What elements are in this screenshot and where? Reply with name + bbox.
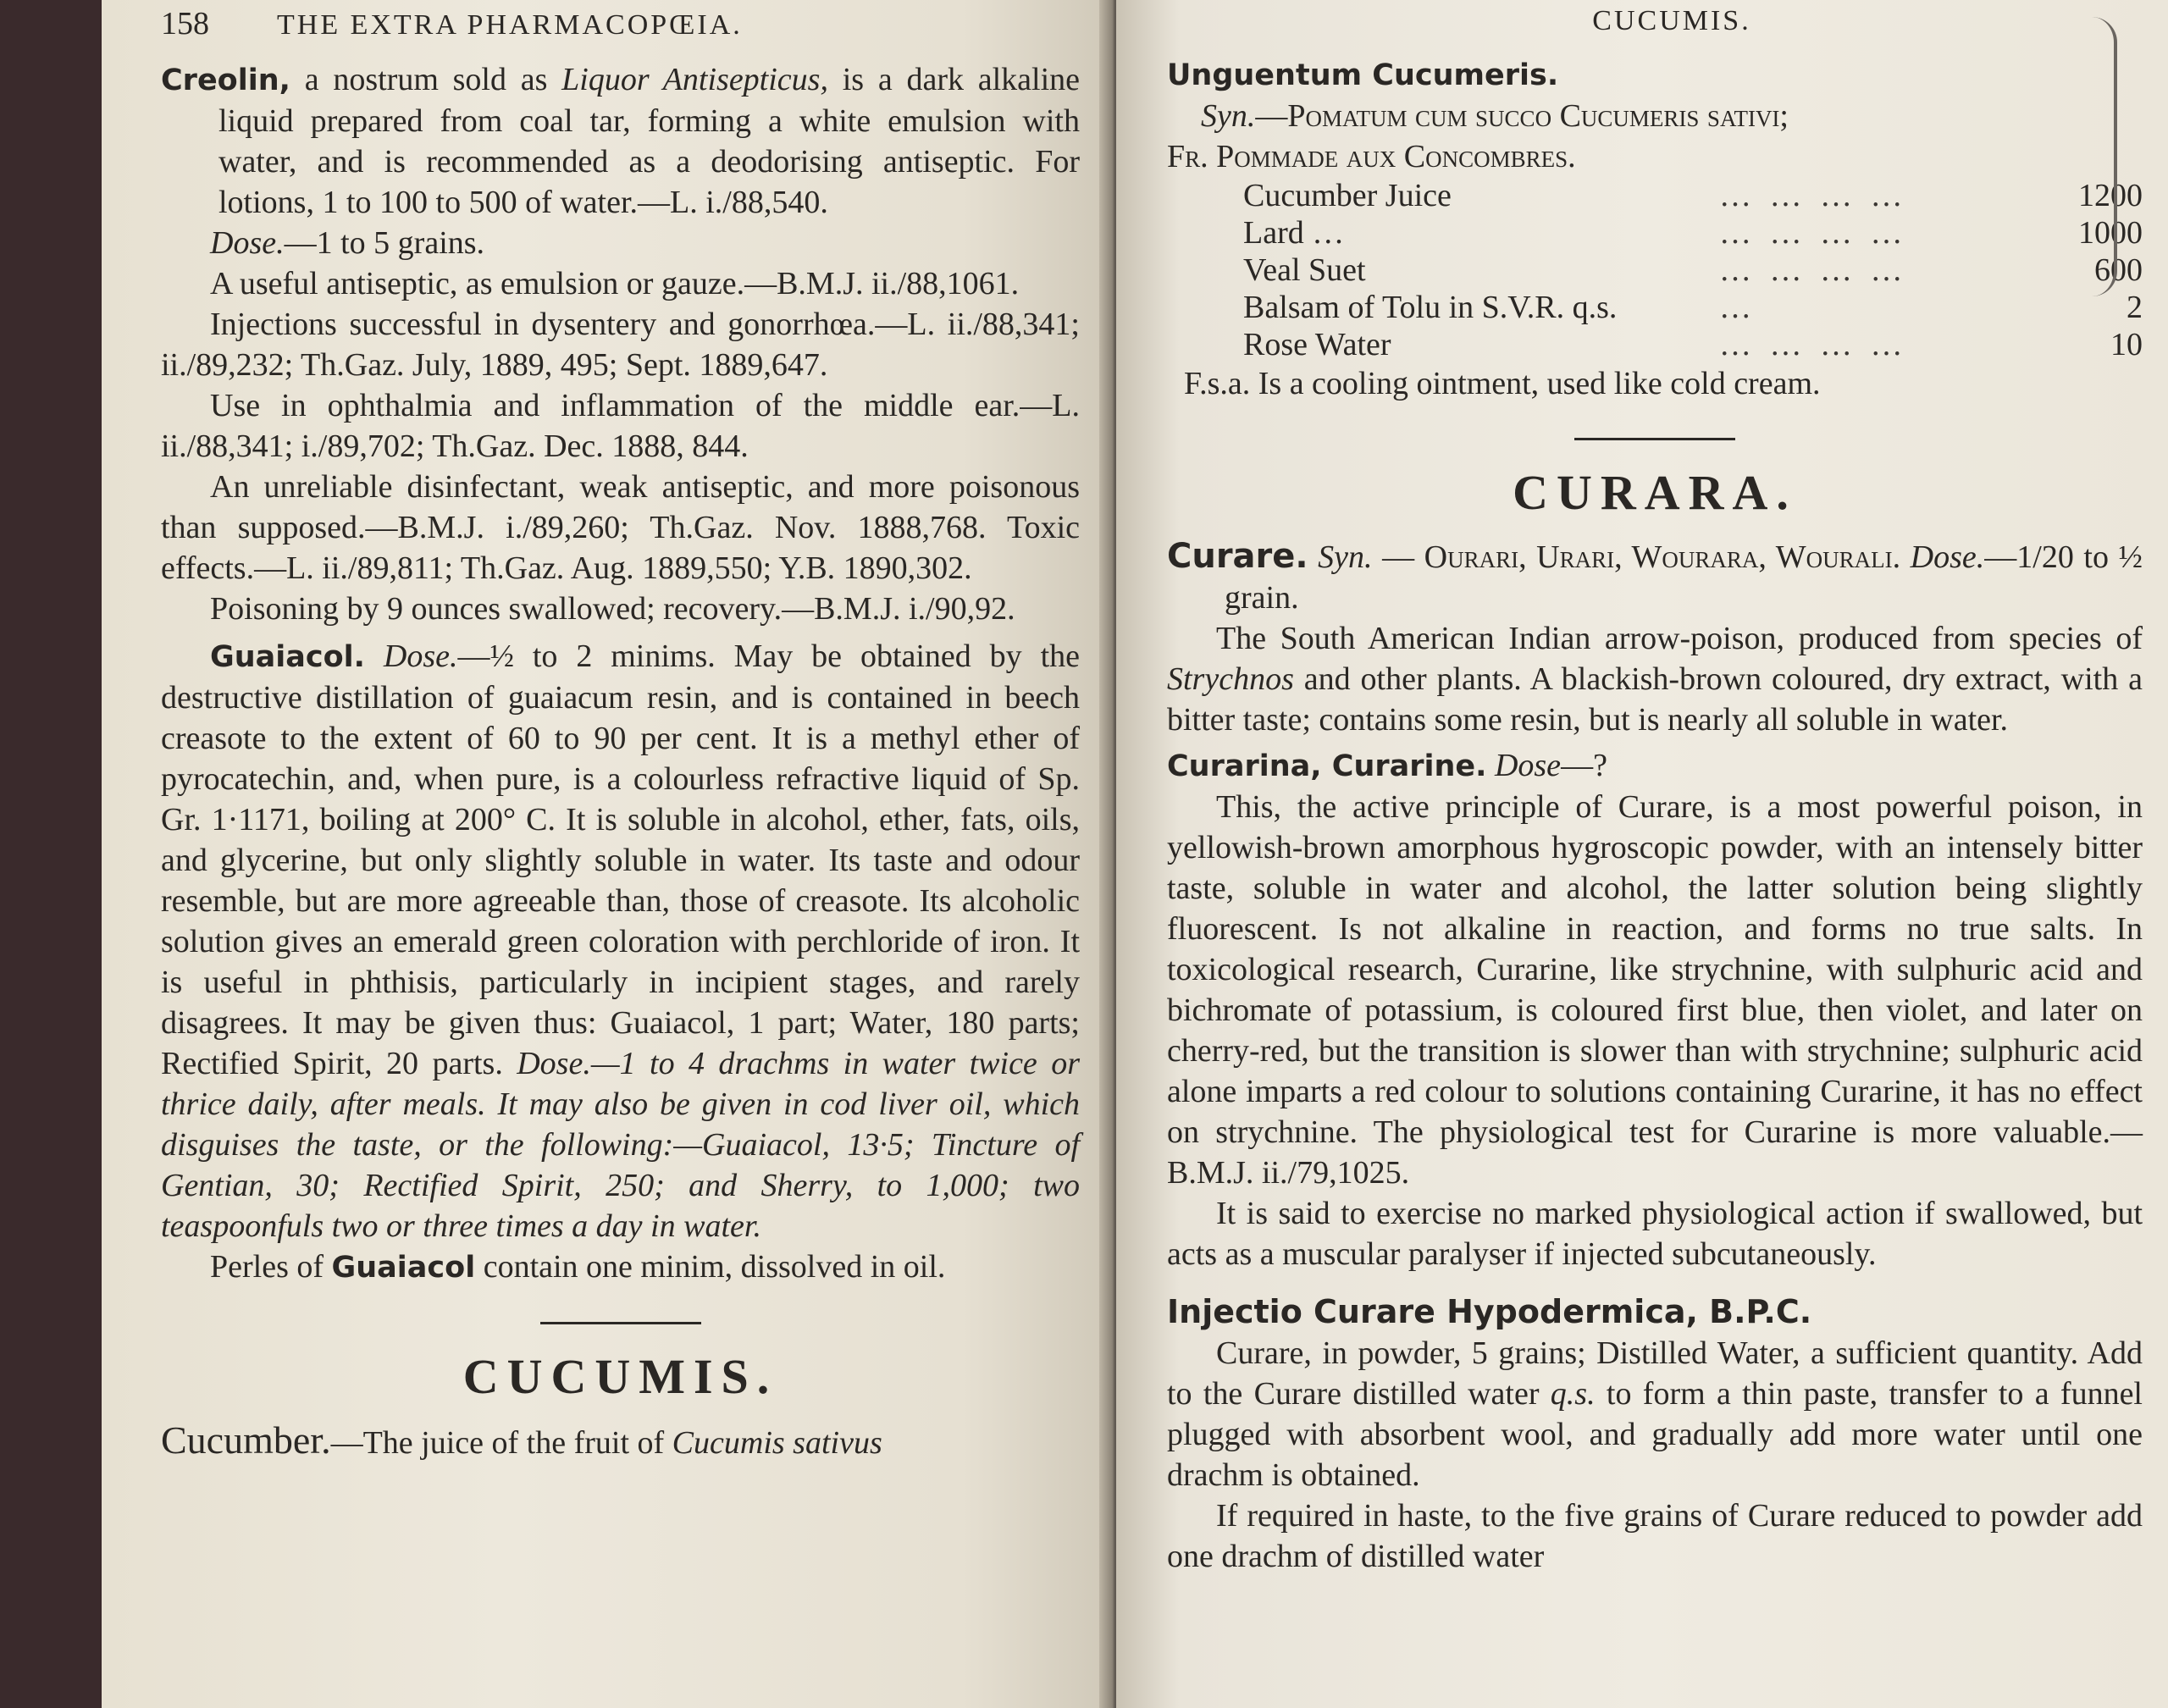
ingredient-amount: 600 bbox=[2094, 252, 2143, 288]
unguentum-french: Fr. Pommade aux Concombres. bbox=[1167, 139, 1576, 174]
ingredient-list bbox=[1167, 177, 2143, 363]
curarina-entry bbox=[1167, 745, 2143, 787]
curarina-paragraph: It is said to exercise no marked physiological action if swallowed, but acts as a muscular paralyser if injected subcutaneously. bbox=[1167, 1196, 2143, 1272]
guaiacol-text: to 2 minims. May be obtained by the destructive distillation of guaiacum resin, and is contained in beech creasote to the extent of 60 to 90 per cent. It is a methyl ether of pyrocatechin, and, when pure, is a colourless refractive liquid of Sp. Gr. 1·1171, boiling at 200° C. It is soluble in alcohol, ether, fats, oils, and glycerine, but only slightly soluble in water. Its taste and odour resemble, but are more agreeable than, those of creasote. Its alcoholic solution gives an emerald green coloration with perchloride of iron. It is useful in phthisis, particularly in incipient stages, and rarely disagrees. It may be given thus: Guaiacol, 1 part; Water, 180 parts; Rectified Spirit, 20 parts. bbox=[161, 638, 1081, 1081]
injectio-paragraph bbox=[1167, 1333, 2143, 1495]
creolin-note: A useful antiseptic, as emulsion or gauze.—B.M.J. ii./88,1061. bbox=[210, 266, 1020, 301]
creolin-dose bbox=[161, 223, 1080, 263]
dose-value: —1 to 5 grains. bbox=[284, 225, 485, 261]
creolin-note: Poisoning by 9 ounces swallowed; recovery.—B.M.J. i./90,92. bbox=[210, 591, 1015, 627]
ingredient-amount: 1200 bbox=[2078, 178, 2143, 213]
creolin-term: Creolin, bbox=[161, 64, 290, 97]
curare-term: Curare. bbox=[1167, 537, 1308, 576]
ingredient-amount: 1000 bbox=[2078, 215, 2143, 251]
cucumber-term: Cucumber. bbox=[161, 1418, 331, 1462]
unguentum-title bbox=[1167, 54, 2143, 96]
ingredient-name: Balsam of Tolu in S.V.R. q.s. bbox=[1243, 290, 1618, 325]
last-paragraph: If required in haste, to the five grains of Curare reduced to powder add one drachm of distilled water bbox=[1167, 1498, 2143, 1574]
dose-value: —1/20 to ½ grain. bbox=[1225, 539, 2143, 616]
curare-entry bbox=[1167, 536, 2143, 618]
pencil-bracket bbox=[2080, 17, 2117, 296]
perles-entry bbox=[161, 1246, 1080, 1288]
cucumis-sativus: Cucumis sativus bbox=[672, 1425, 882, 1461]
page-number: 158 bbox=[161, 6, 209, 41]
syn-label: Syn. bbox=[1201, 98, 1256, 134]
curare-description bbox=[1167, 618, 2143, 740]
creolin-note: An unreliable disinfectant, weak antiseptic, and more poisonous than supposed.—B.M.J. i./89,260; Th.Gaz. Nov. 1888,768. Toxic effects.—L. ii./89,811; Th.Gaz. Aug. 1889,550; Y.B. 1890,302. bbox=[161, 469, 1080, 586]
dose-label: Dose. bbox=[1910, 539, 1985, 575]
liquor-antisepticus: Liquor Antisepticus, bbox=[561, 62, 828, 97]
section-rule bbox=[540, 1322, 701, 1324]
leader-dots: … … … … bbox=[1719, 215, 1908, 251]
curarina-paragraph: This, the active principle of Curare, is a most powerful poison, in yellowish-brown amorphous hygroscopic powder, with an intensely bitter taste, soluble in water and alcohol, the latter solution being slightly fluorescent. Is not alkaline in reaction, and forms no true salts. In toxicological research, Curarine, like strychnine, with sulphuric acid and bichromate of potassium, is coloured first blue, then violet, and later on cherry-red, but the transition is slower than with strychnine; sulphuric acid alone imparts a red colour to solutions containing Curarine, it has no effect on strychnine. The physiological test for Curarine is more valuable.—B.M.J. ii./79,1025. bbox=[1167, 789, 2143, 1191]
dose-label: Dose bbox=[1494, 748, 1562, 783]
strychnos: Strychnos bbox=[1167, 661, 1294, 697]
dose-label: Dose. bbox=[517, 1046, 591, 1081]
unguentum-synonym bbox=[1167, 96, 2143, 136]
creolin-text-2: is a dark alkaline liquid prepared from coal tar, forming a white emulsion with water, and is recommended as a deodorising antiseptic. For lotions, 1 to 100 to 500 of water.—L. i./88,540. bbox=[218, 62, 1080, 220]
guaiacol-text-2: —1 to 4 drachms in water twice or thrice daily, after meals. It may also be given in cod liver oil, which disguises the taste, or the following:—Guaiacol, 13·5; Tincture of Gentian, 30; Rectified Spirit, 250; and Sherry, to 1,000; two teaspoonfuls two or three times a day in water. bbox=[161, 1046, 1080, 1244]
injectio-title bbox=[1167, 1291, 2143, 1333]
curare-desc-text: The South American Indian arrow-poison, produced from species of bbox=[1216, 621, 2143, 656]
ingredient-name: Rose Water bbox=[1243, 327, 1391, 362]
ingredient-name: Cucumber Juice bbox=[1243, 178, 1452, 213]
guaiacol-entry bbox=[161, 636, 1080, 1246]
creolin-note: Use in ophthalmia and inflammation of the middle ear.—L. ii./88,341; i./89,702; Th.Gaz. Dec. 1888, 844. bbox=[161, 388, 1080, 464]
ingredient-amount: 2 bbox=[2127, 290, 2143, 325]
leader-dots: … … … … bbox=[1719, 327, 1908, 362]
ingredient-name: Veal Suet bbox=[1243, 252, 1366, 288]
creolin-note: Injections successful in dysentery and gonorrhœa.—L. ii./88,341; ii./89,232; Th.Gaz. July, 1889, 495; Sept. 1889,647. bbox=[161, 307, 1080, 383]
perles-text-2: contain one minim, dissolved in oil. bbox=[475, 1249, 946, 1285]
right-running-head bbox=[1167, 5, 2143, 37]
unguentum-fsa: F.s.a. Is a cooling ointment, used like cold cream. bbox=[1184, 366, 1821, 401]
ingredient-row bbox=[1167, 252, 2143, 289]
ingredient-row bbox=[1167, 214, 2143, 252]
leader-dots: … bbox=[1719, 290, 1756, 325]
dose-value: —½ bbox=[457, 638, 514, 674]
dose-label: Dose. bbox=[210, 225, 285, 261]
ingredient-row bbox=[1167, 177, 2143, 214]
left-running-head bbox=[161, 5, 1080, 42]
unguentum-term: Unguentum Cucumeris. bbox=[1167, 58, 1559, 92]
ingredient-row bbox=[1167, 326, 2143, 363]
injectio-text: Curare, in powder, 5 grains; Distilled Water, a sufficient quantity. Add to the Curare distilled water bbox=[1167, 1335, 2143, 1412]
running-head-title: THE EXTRA PHARMACOPŒIA. bbox=[277, 9, 743, 41]
syn-text: —Pomatum cum succo Cucumeris sativi; bbox=[1255, 98, 1789, 134]
curare-desc-text-2: and other plants. A blackish-brown coloured, dry extract, with a bitter taste; contains some resin, but is nearly all soluble in water. bbox=[1167, 661, 2143, 738]
syn-label: Syn. bbox=[1318, 539, 1373, 575]
dose-label: Dose. bbox=[383, 638, 458, 674]
leader-dots: … … … … bbox=[1719, 252, 1908, 288]
ingredient-name: Lard … bbox=[1243, 215, 1345, 251]
perles-term: Guaiacol bbox=[331, 1251, 476, 1285]
creolin-text: a nostrum sold as bbox=[304, 62, 562, 97]
running-head-title: CUCUMIS. bbox=[1592, 5, 1751, 36]
injectio-text-2: to form a thin paste, transfer to a funnel plugged with absorbent wool, and gradually add more water until one drachm is obtained. bbox=[1167, 1376, 2143, 1493]
leader-dots: … … … … bbox=[1719, 178, 1908, 213]
cucumber-text: —The juice of the fruit of bbox=[330, 1425, 672, 1461]
right-page bbox=[1116, 0, 2168, 1708]
creolin-entry bbox=[161, 59, 1080, 223]
syn-text: — Ourari, Urari, Wourara, Wourali. bbox=[1372, 539, 1901, 575]
curarina-term: Curarina, Curarine. bbox=[1167, 749, 1487, 783]
ingredient-row bbox=[1167, 289, 2143, 326]
dose-value: —? bbox=[1561, 748, 1607, 783]
cucumber-entry bbox=[161, 1420, 1080, 1463]
ingredient-amount: 10 bbox=[2110, 327, 2143, 362]
perles-text: Perles of bbox=[210, 1249, 332, 1285]
injectio-term: Injectio Curare Hypodermica, B.P.C. bbox=[1167, 1293, 1812, 1330]
qs: q.s. bbox=[1550, 1376, 1596, 1412]
curara-heading: CURARA. bbox=[1513, 465, 1797, 520]
cucumis-heading: CUCUMIS. bbox=[462, 1349, 778, 1404]
guaiacol-term: Guaiacol. bbox=[210, 640, 365, 674]
section-rule bbox=[1574, 438, 1735, 440]
left-page bbox=[102, 0, 1114, 1708]
